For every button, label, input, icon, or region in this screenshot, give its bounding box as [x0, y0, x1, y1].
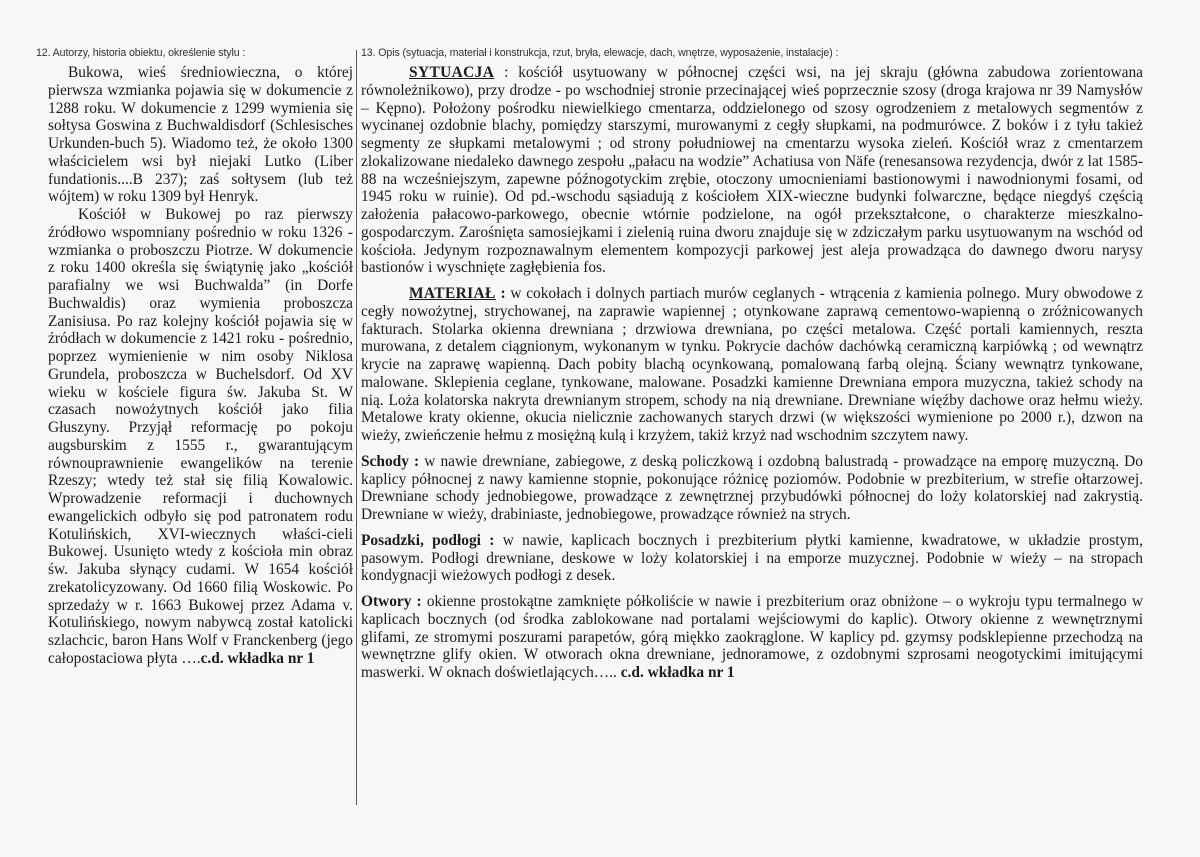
separator: : [411, 593, 427, 610]
column-divider [356, 50, 357, 805]
section-schody [361, 453, 1143, 524]
section-heading: MATERIAŁ [409, 285, 496, 302]
section-text: w cokołach i dolnych partiach murów ceglanych - wtrącenia z kamienia polnego. Mury obwodowe z cegły nowożytnej, strychowanej, na zaprawie wapiennej ; otynkowane zaprawą cementowo-wapienną o zróżnicowanych fakturach. Stolarka okienna drewniana ; drzwiowa drewniana, po części metalowa. Część portali kamiennych, reszta murowana, z detalem ciągnionym, wykonanym w tynku. Pokrycie dachów dachówką ceramiczną karpiówką ; od wewnątrz krycie na zaprawę wapienną. Dach pobity blachą ocynkowaną, pomalowaną farbą olejną. Ściany wewnątrz tynkowane, malowane. Sklepienia ceglane, tynkowane, malowane. Posadzki kamienne Drewniana empora muzyczna, takież schody na nią. Loża kolatorska nakryta drewnianym stropem, schody na nią drewniane. Drewniane więźby dachowe oraz hełmu wieży. Metalowe kraty okienne, okucia nielicznie zachowanych starych drzwi (w większości wymienione po 2000 r.), dzwon na wieży, zwieńczenie hełmu z mosiężną kulą i krzyżem, takiż krzyż nad wschodnim szczytem nawy. [361, 285, 1143, 444]
section-heading: Otwory [361, 593, 412, 610]
section-text: okienne prostokątne zamknięte półkoliście w nawie i prezbiterium oraz obniżone – o wykroju typu termalnego w kaplicach bocznych (od środka zablokowane nad portalami wejściowymi do kaplic). Otwory okienne z wewnętrznymi glifami, ze stromymi poszurami parapetów, górą miękko zaokrąglone. W kaplicy pd. gzymsy podsklepienne przechodzą na wewnętrzne glify okien. W otworach okna drewniane, jednoramowe, z ozdobnymi szprosami neogotyckimi imitującymi maswerki. W oknach doświetlających….. [361, 593, 1143, 681]
separator: : [495, 285, 511, 302]
history-paragraph-1: Bukowa, wieś średniowieczna, o której pierwsza wzmianka pojawia się w dokumencie z 1288 roku. W dokumencie z 1299 wymienia się sołtysa Goswina z Buchwaldisdorf (Schlesisches Urkunden-buch 5). Wiadomo też, że około 1300 właścicielem wsi był niejaki Lutko (Liber fundationis....B 237); zaś sołtysem (lub też wójtem) w roku 1309 był Henryk. [48, 64, 353, 206]
description-column [361, 47, 1143, 690]
section-text: kościół usytuowany w północnej części wsi, na jej skraju (główna zabudowa zorientowana równoleżnikowo), przy drodze - po wschodniej stronie przecinającej wieś poprzecznie szosy (droga krajowa nr 39 Namysłów – Kępno). Położony pośrodku niewielkiego cmentarza, oddzielonego od szosy ogrodzeniem z metalowych segmentów z wycinanej ozdobnie blachy, pomiędzy starszymi, murowanymi z cegły słupkami, na podmurówce. Z boków i z tyłu takież segmenty ze słupkami metalowymi ; od strony południowej na cmentarzu wysoka zieleń. Kościół wraz z cmentarzem zlokalizowane niedaleko dawnego zespołu „pałacu na wodzie” Achatiusa von Näfe (renesansowa rezydencja, dwór z lat 1585-88 na wcześniejszym, zapewne późnogotyckim zrębie, otoczony umocnieniami bastionowymi i nawodnionymi fosami, od 1945 roku w ruinie). Od pd.-wschodu sąsiadują z kościołem XIX-wieczne budynki folwarczne, będące niegdyś częścią założenia pałacowo-parkowego, obecnie wtórnie podzielone, na ogół przekształcone, o charakterze mieszkalno-gospodarczym. Zarośnięta samosiejkami i zielenią ruina dworu znajduje się w zdziczałym parku usytuowanym na wschód od kościoła. Jedynym rozpoznawalnym elementem kompozycji parkowej jest aleja prowadząca do dawnego dworu narysy bastionów i wyschnięte zagłębienia fos. [361, 64, 1144, 277]
section-otwory [361, 593, 1143, 682]
section-sytuacja [361, 64, 1143, 277]
section-text: w nawie, kaplicach bocznych i prezbiterium płytki kamienne, kwadratowe, w układzie prostym, pasowym. Podłogi drewniane, deskowe w loży kolatorskiej i na emporze muzycznej. Podobnie w wieży – na stropach kondygnacji wieżowych podłogi z desek. [361, 531, 1143, 585]
section-heading: Schody [361, 452, 409, 470]
separator: : [408, 452, 425, 470]
history-column [36, 47, 353, 668]
separator: : [494, 64, 519, 81]
section-material [361, 285, 1143, 445]
section-heading: SYTUACJA [409, 64, 495, 81]
continuation-note: c.d. wkładka nr 1 [200, 649, 315, 667]
separator: : [480, 531, 503, 549]
history-paragraph-2 [48, 206, 353, 668]
history-paragraph-2-text: Kościół w Bukowej po raz pierwszy źródłowo wspomniany pośrednio w roku 1326 - wzmianka o proboszczu Piotrze. W dokumencie z roku 1400 określa się świątynię jako „kościół parafialny we wsi Buchwalda” (in Dorfe Buchwaldis) oraz wymienia proboszcza Zanisiusa. Po raz kolejny kościół pojawia się w źródłach w dokumencie z 1421 roku - pośrednio, poprzez wymienienie w nim osoby Niklosa Grundela, proboszcza w Buchelsdorf. Od XV wieku w kościele figura św. Jakuba St. W czasach nowożytnych kościół jako filia Głuszyny. Przyjął reformację po pokoju augsburskim z 1555 r., gwarantującym równouprawnienie ewangelików na terenie Rzeszy; wtedy też stał się filią Kowalowic. Wprowadzenie reformacji i duchownych ewangelickich odbyło się pod patronatem rodu Kotulińskich, XVI-wiecznych właści-cieli Bukowej. Usunięto wtedy z kościoła min obraz św. Jakuba słynący cudami. W 1654 kościół zrekatolicyzowany. Od 1660 filią Woskowic. Po sprzedaży w r. 1663 Bukowej przez Adama v. Kotulińskiego, nowym nabywcą został katolicki szlachcic, baron Hans Wolf v Franckenberg (jego całopostaciowa płyta …. [48, 206, 353, 667]
field-label-description: 13. Opis (sytuacja, materiał i konstrukcja, rzut, bryła, elewacje, dach, wnętrze, wyposażenie, instalacje) : [361, 47, 839, 59]
section-text: w nawie drewniane, zabiegowe, z deską policzkową i ozdobną balustradą - prowadzące na emporę muzyczną. Do kaplicy północnej z nawy kamienne stopnie, pokonujące różnicę poziomów. Podobnie w prezbiterium, w strefie ołtarzowej. Drewniane schody jednobiegowe, prowadzące z zewnętrznej przybudówki północnej do loży kolatorskiej nad zakrystią. Drewniane w wieży, drabiniaste, jednobiegowe, prowadzące również na strych. [361, 452, 1143, 523]
section-heading: Posadzki, podłogi [361, 531, 481, 549]
field-label-history: 12. Autorzy, historia obiektu, określenie stylu : [36, 47, 246, 59]
section-posadzki [361, 532, 1143, 585]
continuation-note: c.d. wkładka nr 1 [620, 664, 735, 681]
